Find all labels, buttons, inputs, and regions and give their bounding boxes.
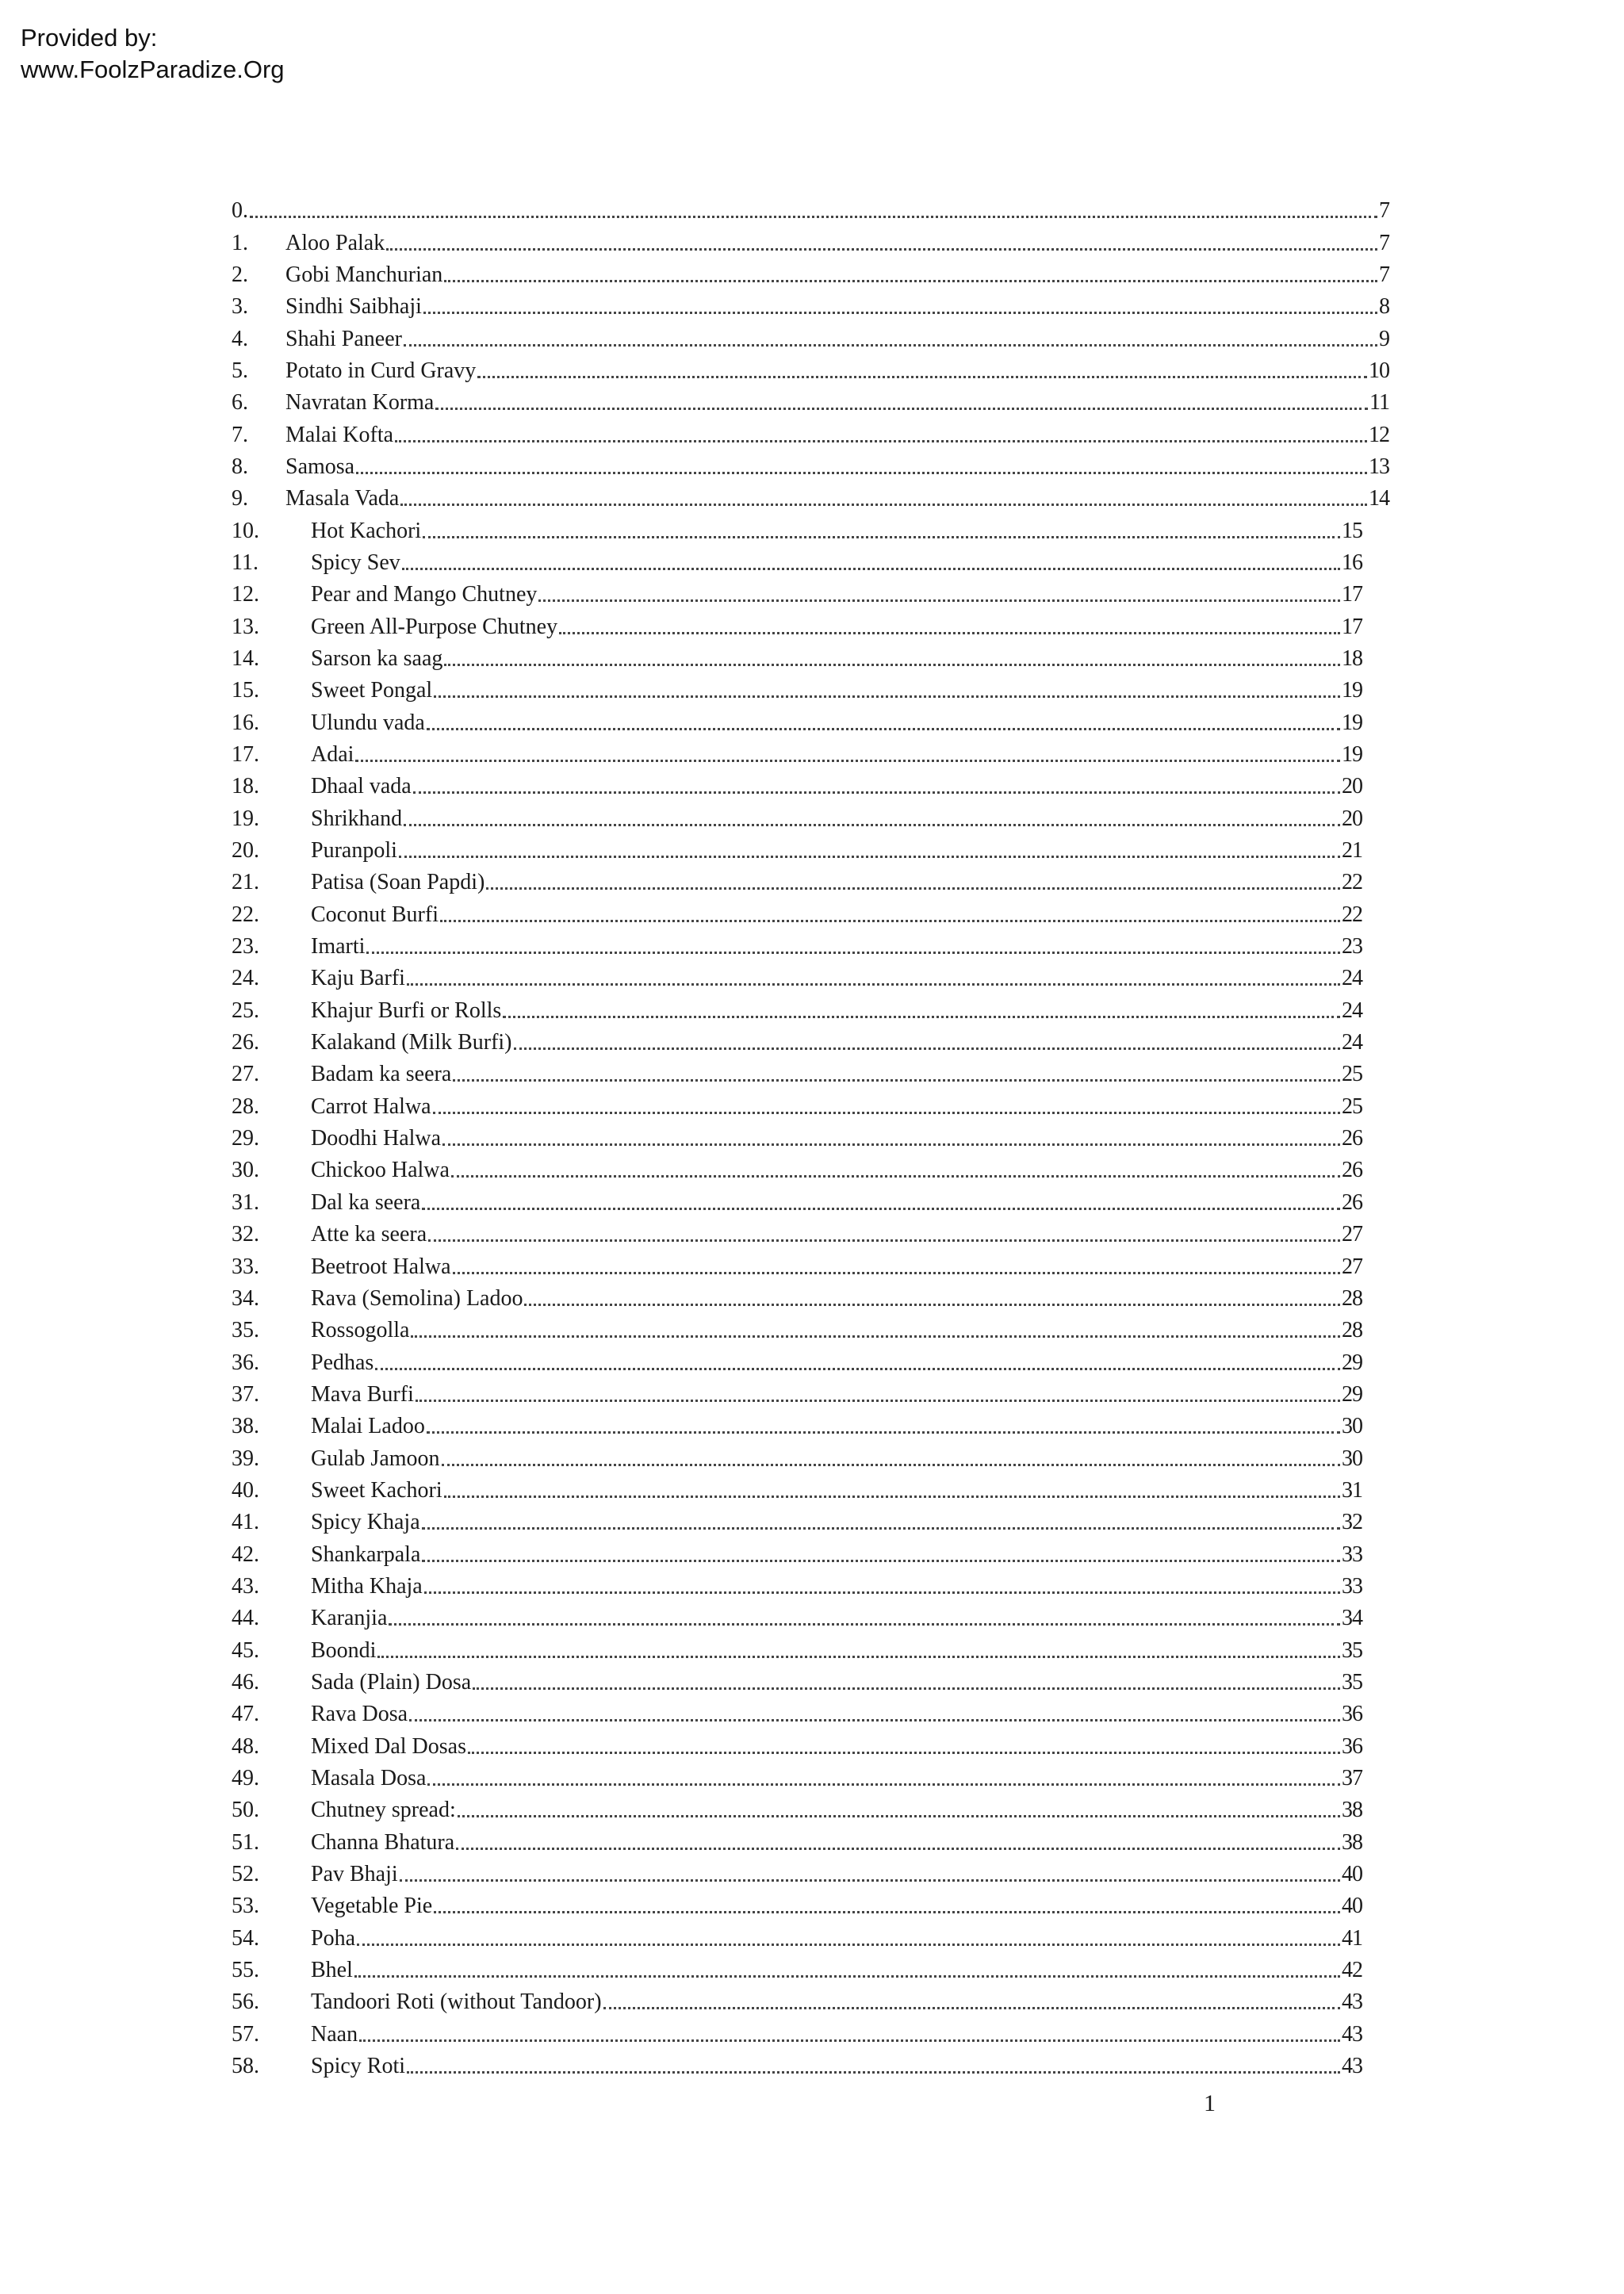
toc-dot-leader [444, 264, 1377, 286]
toc-entry[interactable] [232, 1763, 1389, 1794]
toc-entry-title: Beetroot Halwa [311, 1254, 451, 1279]
toc-entry-title: Badam ka seera [311, 1062, 452, 1087]
toc-entry-number: 49. [232, 1766, 259, 1791]
toc-dot-leader [377, 1640, 1340, 1662]
toc-entry-page: 19 [1342, 710, 1362, 735]
toc-entry-title: Navratan Korma [285, 390, 435, 416]
toc-entry-number: 9. [232, 486, 248, 511]
toc-entry-title: Green All-Purpose Chutney [311, 614, 558, 639]
toc-entry[interactable] [232, 1027, 1389, 1059]
toc-entry-page: 33 [1342, 1541, 1362, 1567]
toc-entry-page: 26 [1342, 1126, 1362, 1151]
toc-entry-page: 19 [1342, 678, 1362, 703]
toc-dot-leader [404, 328, 1377, 350]
toc-entry[interactable] [232, 1059, 1389, 1090]
toc-dot-leader [366, 936, 1340, 958]
toc-entry-page: 29 [1342, 1350, 1362, 1375]
toc-entry-title: Shahi Paneer [285, 326, 402, 351]
toc-entry-title: Chutney spread: [311, 1798, 456, 1823]
toc-dot-leader [357, 1928, 1340, 1950]
toc-entry-number: 25. [232, 998, 259, 1023]
toc-entry-title: Pear and Mango Chutney [311, 582, 538, 607]
toc-entry-page: 10 [1369, 358, 1389, 383]
provider-label: Provided by: [21, 24, 158, 52]
toc-entry-title: Sweet Kachori [311, 1477, 442, 1503]
toc-entry[interactable] [232, 227, 1389, 259]
toc-entry-page: 43 [1342, 2054, 1362, 2079]
toc-entry-page: 37 [1342, 1766, 1362, 1791]
toc-entry-page: 36 [1342, 1733, 1362, 1759]
toc-dot-leader [411, 1319, 1340, 1342]
toc-entry[interactable] [232, 1346, 1389, 1378]
toc-dot-leader [433, 1096, 1340, 1118]
toc-entry-page: 7 [1379, 198, 1389, 224]
toc-entry-number: 24. [232, 966, 259, 991]
toc-entry[interactable] [232, 1155, 1389, 1186]
toc-entry[interactable] [232, 1794, 1389, 1826]
toc-entry-number: 23. [232, 934, 259, 959]
toc-entry-title: Spicy Sev [311, 550, 400, 575]
toc-entry-page: 20 [1342, 806, 1362, 831]
toc-entry-number: 48. [232, 1733, 259, 1759]
toc-entry-title: Dhaal vada [311, 774, 412, 799]
toc-dot-leader [355, 744, 1340, 766]
toc-entry-number: 8. [232, 454, 248, 479]
toc-entry-number: 37. [232, 1381, 259, 1407]
toc-dot-leader [375, 1352, 1340, 1374]
toc-entry-title: Adai [311, 742, 354, 768]
table-of-contents [232, 195, 1389, 2082]
toc-dot-leader [400, 1863, 1340, 1886]
toc-dot-leader [354, 1959, 1340, 1982]
toc-entry[interactable] [232, 419, 1389, 450]
toc-entry[interactable] [232, 195, 1389, 227]
toc-entry[interactable] [232, 1634, 1389, 1666]
toc-dot-leader [422, 1544, 1340, 1566]
toc-entry[interactable] [232, 611, 1389, 642]
toc-dot-leader [603, 1991, 1340, 2013]
toc-entry[interactable] [232, 931, 1389, 963]
toc-entry-number: 54. [232, 1925, 259, 1951]
toc-entry-number: 19. [232, 806, 259, 831]
toc-entry[interactable] [232, 835, 1389, 867]
toc-entry[interactable] [232, 1923, 1389, 1955]
toc-entry-page: 42 [1342, 1958, 1362, 1983]
toc-entry-title: Rava Dosa [311, 1702, 408, 1727]
toc-dot-leader [442, 1448, 1340, 1470]
toc-dot-leader [456, 1832, 1340, 1854]
toc-entry[interactable] [232, 1859, 1389, 1890]
toc-entry-number: 14. [232, 645, 259, 671]
toc-entry[interactable] [232, 1123, 1389, 1155]
toc-entry-page: 25 [1342, 1062, 1362, 1087]
toc-dot-leader [524, 1288, 1340, 1310]
toc-entry-page: 38 [1342, 1798, 1362, 1823]
toc-entry-number: 31. [232, 1189, 259, 1215]
toc-entry[interactable] [232, 1379, 1389, 1411]
toc-dot-leader [427, 712, 1340, 734]
toc-entry-page: 35 [1342, 1669, 1362, 1695]
toc-entry[interactable] [232, 707, 1389, 739]
toc-dot-leader [250, 200, 1377, 222]
toc-entry[interactable] [232, 1187, 1389, 1219]
toc-dot-leader [395, 424, 1367, 446]
toc-entry-page: 9 [1379, 326, 1389, 351]
toc-entry-page: 41 [1342, 1925, 1362, 1951]
toc-dot-leader [402, 552, 1340, 574]
toc-entry[interactable] [232, 867, 1389, 898]
toc-entry-page: 26 [1342, 1189, 1362, 1215]
toc-dot-leader [407, 967, 1340, 990]
toc-entry-page: 32 [1342, 1510, 1362, 1535]
toc-entry-page: 20 [1342, 774, 1362, 799]
toc-entry-title: Boondi [311, 1637, 377, 1663]
toc-entry[interactable] [232, 1442, 1389, 1474]
provider-credit [21, 22, 285, 86]
toc-entry[interactable] [232, 323, 1389, 354]
toc-entry-title: Rava (Semolina) Ladoo [311, 1285, 523, 1311]
toc-entry-title: Puranpoli [311, 838, 397, 864]
toc-entry[interactable] [232, 387, 1389, 419]
toc-entry-title: Naan [311, 2021, 358, 2047]
toc-entry-number: 41. [232, 1510, 259, 1535]
toc-entry-title: Atte ka seera [311, 1222, 427, 1247]
toc-entry-number: 29. [232, 1126, 259, 1151]
toc-entry-number: 44. [232, 1606, 259, 1631]
toc-entry-page: 34 [1342, 1606, 1362, 1631]
toc-entry-title: Carrot Halwa [311, 1093, 431, 1119]
toc-entry[interactable] [232, 963, 1389, 994]
toc-entry-page: 23 [1342, 934, 1362, 959]
toc-entry-title: Sada (Plain) Dosa [311, 1669, 472, 1695]
toc-entry-number: 34. [232, 1285, 259, 1311]
toc-entry-page: 24 [1342, 998, 1362, 1023]
toc-entry-number: 18. [232, 774, 259, 799]
toc-entry-number: 47. [232, 1702, 259, 1727]
toc-entry-page: 27 [1342, 1222, 1362, 1247]
toc-entry[interactable] [232, 771, 1389, 802]
page-number: 1 [1204, 2090, 1216, 2116]
toc-entry-number: 3. [232, 294, 248, 320]
toc-dot-leader [413, 776, 1340, 798]
toc-entry-page: 22 [1342, 870, 1362, 895]
toc-dot-leader [427, 1415, 1340, 1438]
toc-entry[interactable] [232, 899, 1389, 931]
toc-dot-leader [451, 1159, 1340, 1181]
toc-dot-leader [442, 1128, 1340, 1150]
toc-dot-leader [409, 1703, 1340, 1725]
toc-entry[interactable] [232, 675, 1389, 707]
toc-entry-page: 28 [1342, 1285, 1362, 1311]
toc-entry-number: 50. [232, 1798, 259, 1823]
toc-dot-leader [356, 456, 1367, 478]
toc-dot-leader [503, 1000, 1340, 1022]
toc-entry-page: 19 [1342, 742, 1362, 768]
toc-entry[interactable] [232, 355, 1389, 387]
toc-entry-number: 45. [232, 1637, 259, 1663]
toc-dot-leader [416, 1384, 1340, 1406]
toc-entry-page: 35 [1342, 1637, 1362, 1663]
toc-entry-title: Mixed Dal Dosas [311, 1733, 466, 1759]
toc-entry-title: Spicy Khaja [311, 1510, 420, 1535]
toc-entry-number: 46. [232, 1669, 259, 1695]
toc-dot-leader [423, 296, 1377, 318]
toc-entry-title: Shankarpala [311, 1541, 421, 1567]
toc-dot-leader [440, 904, 1340, 926]
toc-entry-number: 11. [232, 550, 259, 575]
toc-entry-title: Spicy Roti [311, 2054, 406, 2079]
toc-entry-title: Ulundu vada [311, 710, 425, 735]
toc-entry[interactable] [232, 2019, 1389, 2051]
toc-entry[interactable] [232, 1219, 1389, 1250]
toc-entry[interactable] [232, 291, 1389, 323]
toc-entry-number: 35. [232, 1318, 259, 1343]
toc-entry-title: Vegetable Pie [311, 1894, 433, 1919]
toc-dot-leader [444, 648, 1340, 670]
toc-entry-number: 58. [232, 2054, 259, 2079]
toc-dot-leader [428, 1224, 1340, 1246]
toc-entry-number: 2. [232, 262, 248, 287]
toc-dot-leader [514, 1032, 1341, 1054]
toc-entry[interactable] [232, 259, 1389, 291]
toc-entry[interactable] [232, 1538, 1389, 1570]
toc-entry[interactable] [232, 1475, 1389, 1507]
toc-entry[interactable] [232, 1250, 1389, 1282]
toc-entry-number: 12. [232, 582, 259, 607]
toc-entry-number: 42. [232, 1541, 259, 1567]
toc-entry-title: Malai Kofta [285, 422, 394, 447]
toc-entry-number: 1. [232, 230, 248, 255]
toc-entry-title: Pav Bhaji [311, 1862, 398, 1887]
toc-entry[interactable] [232, 1986, 1389, 2018]
toc-dot-leader [422, 1511, 1340, 1534]
toc-entry-title: Gobi Manchurian [285, 262, 443, 287]
toc-entry[interactable] [232, 739, 1389, 771]
toc-dot-leader [458, 1799, 1340, 1821]
toc-entry-title: Mava Burfi [311, 1381, 414, 1407]
toc-entry-number: 4. [232, 326, 248, 351]
toc-entry-title: Imarti [311, 934, 366, 959]
toc-entry-page: 30 [1342, 1446, 1362, 1471]
toc-dot-leader [407, 2055, 1340, 2078]
toc-dot-leader [399, 840, 1340, 862]
toc-entry-page: 11 [1369, 390, 1389, 416]
toc-entry[interactable] [232, 643, 1389, 675]
toc-entry-page: 33 [1342, 1573, 1362, 1599]
toc-entry-title: Sweet Pongal [311, 678, 433, 703]
toc-dot-leader [404, 808, 1340, 830]
toc-entry-number: 39. [232, 1446, 259, 1471]
toc-entry-page: 24 [1342, 966, 1362, 991]
toc-entry[interactable] [232, 1507, 1389, 1538]
toc-entry[interactable] [232, 995, 1389, 1027]
toc-entry-page: 18 [1342, 645, 1362, 671]
toc-entry-page: 40 [1342, 1862, 1362, 1887]
toc-entry-number: 15. [232, 678, 259, 703]
toc-entry-number: 22. [232, 902, 259, 927]
toc-entry-title: Masala Dosa [311, 1766, 427, 1791]
toc-entry-page: 28 [1342, 1318, 1362, 1343]
toc-dot-leader [427, 1767, 1340, 1790]
toc-entry-title: Malai Ladoo [311, 1414, 425, 1439]
toc-dot-leader [434, 680, 1340, 702]
toc-entry-page: 27 [1342, 1254, 1362, 1279]
toc-dot-leader [422, 1192, 1340, 1214]
toc-entry-title: Samosa [285, 454, 355, 479]
toc-entry-title: Aloo Palak [285, 230, 385, 255]
toc-entry-number: 10. [232, 518, 259, 543]
toc-entry-number: 27. [232, 1062, 259, 1087]
toc-entry[interactable] [232, 515, 1389, 546]
toc-entry-page: 8 [1379, 294, 1389, 320]
toc-entry-page: 38 [1342, 1829, 1362, 1855]
toc-entry-page: 30 [1342, 1414, 1362, 1439]
toc-entry-title: Chickoo Halwa [311, 1158, 450, 1183]
toc-entry-title: Khajur Burfi or Rolls [311, 998, 502, 1023]
toc-entry-number: 57. [232, 2021, 259, 2047]
toc-entry-title: Doodhi Halwa [311, 1126, 442, 1151]
toc-entry-title: Hot Kachori [311, 518, 422, 543]
toc-entry[interactable] [232, 1283, 1389, 1315]
toc-entry[interactable] [232, 1731, 1389, 1763]
toc-dot-leader [359, 2024, 1340, 2046]
toc-entry[interactable] [232, 547, 1389, 579]
toc-dot-leader [389, 1607, 1340, 1630]
toc-dot-leader [468, 1736, 1340, 1758]
toc-entry-title: Poha [311, 1925, 355, 1951]
toc-entry-number: 38. [232, 1414, 259, 1439]
toc-entry[interactable] [232, 483, 1389, 515]
toc-entry-number: 6. [232, 390, 248, 416]
toc-entry-number: 13. [232, 614, 259, 639]
toc-dot-leader [444, 1480, 1340, 1502]
toc-dot-leader [453, 1063, 1340, 1086]
toc-entry[interactable] [232, 1571, 1389, 1603]
toc-entry-title: Masala Vada [285, 486, 400, 511]
toc-entry-title: Gulab Jamoon [311, 1446, 440, 1471]
toc-entry-title: Mitha Khaja [311, 1573, 423, 1599]
toc-entry[interactable] [232, 1411, 1389, 1442]
toc-dot-leader [424, 1576, 1340, 1598]
toc-entry-number: 17. [232, 742, 259, 768]
toc-entry[interactable] [232, 1698, 1389, 1730]
toc-entry-page: 36 [1342, 1702, 1362, 1727]
toc-entry-number: 51. [232, 1829, 259, 1855]
toc-entry-title: Kaju Barfi [311, 966, 405, 991]
toc-entry-page: 17 [1342, 614, 1362, 639]
toc-entry-number: 33. [232, 1254, 259, 1279]
toc-entry-page: 17 [1342, 582, 1362, 607]
toc-dot-leader [477, 360, 1367, 382]
toc-entry-number: 43. [232, 1573, 259, 1599]
toc-entry[interactable] [232, 803, 1389, 835]
toc-entry-title: Shrikhand [311, 806, 403, 831]
toc-entry-number: 52. [232, 1862, 259, 1887]
toc-entry-title: Potato in Curd Gravy [285, 358, 477, 383]
toc-entry-title: Rossogolla [311, 1318, 410, 1343]
toc-dot-leader [423, 520, 1340, 542]
toc-entry[interactable] [232, 579, 1389, 611]
toc-entry-page: 24 [1342, 1030, 1362, 1055]
toc-entry-title: Sindhi Saibhaji [285, 294, 422, 320]
toc-dot-leader [486, 871, 1340, 894]
toc-entry[interactable] [232, 1890, 1389, 1922]
toc-entry-number: 0. [232, 198, 248, 224]
toc-entry-page: 22 [1342, 902, 1362, 927]
toc-dot-leader [400, 488, 1367, 510]
toc-entry-number: 7. [232, 422, 248, 447]
toc-entry-page: 7 [1379, 262, 1389, 287]
toc-entry-number: 53. [232, 1894, 259, 1919]
toc-entry[interactable] [232, 1667, 1389, 1698]
toc-entry-page: 29 [1342, 1381, 1362, 1407]
toc-entry-number: 26. [232, 1030, 259, 1055]
toc-entry-page: 13 [1369, 454, 1389, 479]
toc-dot-leader [386, 232, 1377, 255]
toc-entry-title: Tandoori Roti (without Tandoor) [311, 1990, 602, 2015]
toc-dot-leader [538, 584, 1340, 606]
toc-entry-number: 20. [232, 838, 259, 864]
toc-entry-page: 31 [1342, 1477, 1362, 1503]
toc-entry[interactable] [232, 451, 1389, 483]
toc-dot-leader [559, 616, 1340, 638]
toc-entry-page: 43 [1342, 1990, 1362, 2015]
toc-entry-page: 14 [1369, 486, 1389, 511]
toc-entry-page: 16 [1342, 550, 1362, 575]
toc-entry-title: Kalakand (Milk Burfi) [311, 1030, 512, 1055]
toc-entry-title: Coconut Burfi [311, 902, 439, 927]
toc-entry-page: 26 [1342, 1158, 1362, 1183]
toc-entry-page: 40 [1342, 1894, 1362, 1919]
toc-dot-leader [473, 1672, 1340, 1694]
toc-entry-number: 32. [232, 1222, 259, 1247]
toc-entry[interactable] [232, 1603, 1389, 1634]
toc-entry[interactable] [232, 1315, 1389, 1346]
toc-entry[interactable] [232, 1091, 1389, 1123]
toc-dot-leader [435, 392, 1368, 414]
toc-entry-page: 21 [1342, 838, 1362, 864]
toc-entry-number: 5. [232, 358, 248, 383]
toc-entry-title: Dal ka seera [311, 1189, 421, 1215]
toc-entry-number: 28. [232, 1093, 259, 1119]
provider-url: www.FoolzParadize.Org [21, 56, 285, 83]
toc-entry-title: Karanjia [311, 1606, 388, 1631]
toc-entry-number: 30. [232, 1158, 259, 1183]
toc-entry-page: 12 [1369, 422, 1389, 447]
toc-entry-page: 15 [1342, 518, 1362, 543]
toc-dot-leader [434, 1895, 1340, 1917]
toc-entry[interactable] [232, 1827, 1389, 1859]
toc-entry-page: 7 [1379, 230, 1389, 255]
toc-entry-title: Sarson ka saag [311, 645, 443, 671]
toc-entry-number: 40. [232, 1477, 259, 1503]
toc-entry-number: 21. [232, 870, 259, 895]
toc-dot-leader [453, 1256, 1341, 1278]
toc-entry-title: Patisa (Soan Papdi) [311, 870, 485, 895]
toc-entry[interactable] [232, 2051, 1389, 2082]
toc-entry-number: 36. [232, 1350, 259, 1375]
toc-entry-number: 56. [232, 1990, 259, 2015]
toc-entry[interactable] [232, 1955, 1389, 1986]
toc-entry-page: 43 [1342, 2021, 1362, 2047]
toc-entry-number: 16. [232, 710, 259, 735]
toc-entry-number: 55. [232, 1958, 259, 1983]
toc-entry-title: Bhel [311, 1958, 353, 1983]
toc-entry-title: Channa Bhatura [311, 1829, 455, 1855]
toc-entry-title: Pedhas [311, 1350, 374, 1375]
toc-entry-page: 25 [1342, 1093, 1362, 1119]
